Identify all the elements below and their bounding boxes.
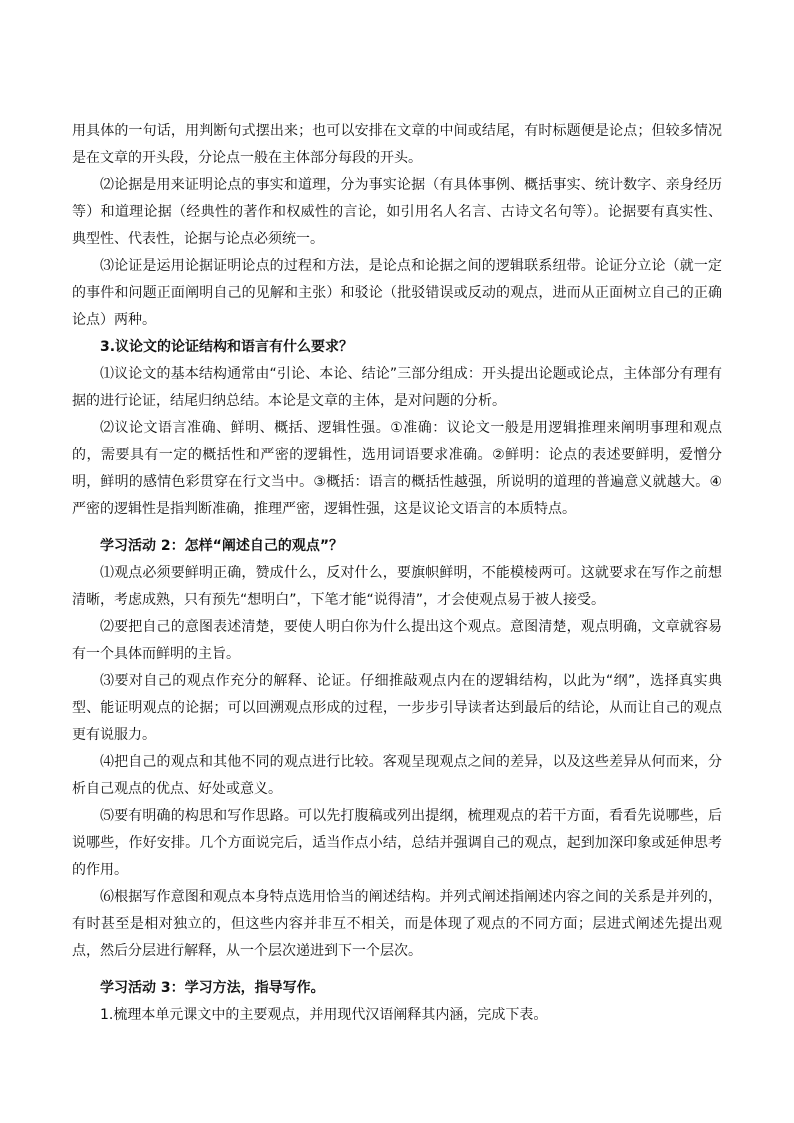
paragraph-structure-choice: ⑹根据写作意图和观点本身特点选用恰当的阐述结构。并列式阐述指阐述内容之间的关系是并列的，有时甚至是相对独立的，但这些内容并非互不相关，而是体现了观点的不同方面；层进式阐述先提出观点，然后分层进行解释，从一个层次递进到下一个层次。: [72, 889, 722, 959]
paragraph-reasoning: ⑶论证是运用论据证明论点的过程和方法，是论点和论据之间的逻辑联系纽带。论证分立论（就一定的事件和问题正面阐明自己的见解和主张）和驳论（批驳错误或反动的观点，进而从正面树立自己的正确论点）两种。: [72, 258, 722, 328]
paragraph-language-requirements: ⑵议论文语言准确、鲜明、概括、逻辑性强。①准确：议论文一般是用逻辑推理来阐明事理和观点的，需要具有一定的概括性和严密的逻辑性，选用词语要求准确。②鲜明：论点的表述要鲜明，爱憎分明，鲜明的感情色彩贯穿在行文当中。③概括：语言的概括性越强，所说明的道理的普遍意义就越大。④严密的逻辑性是指判断准确，推理严密，逻辑性强，这是议论文语言的本质特点。: [72, 420, 722, 517]
paragraph-full-argument: ⑶要对自己的观点作充分的解释、论证。仔细推敲观点内在的逻辑结构，以此为“纲”，选择真实典型、能证明观点的论据；可以回溯观点形成的过程，一步步引导读者达到最后的结论，从而让自己的观点更有说服力。: [72, 673, 722, 743]
paragraph-compare-viewpoints: ⑷把自己的观点和其他不同的观点进行比较。客观呈现观点之间的差异，以及这些差异从何而来，分析自己观点的优点、好处或意义。: [72, 754, 722, 797]
paragraph-clear-viewpoint: ⑴观点必须要鲜明正确，赞成什么，反对什么，要旗帜鲜明，不能模棱两可。这就要求在写作之前想清晰，考虑成熟，只有预先“想明白”，下笔才能“说得清”，才会使观点易于被人接受。: [72, 565, 722, 608]
paragraph-basic-structure: ⑴议论文的基本结构通常由“引论、本论、结论”三部分组成：开头提出论题或论点，主体部分有理有据的进行论证，结尾归纳总结。本论是文章的主体，是对问题的分析。: [72, 366, 722, 409]
activity-3-heading: 学习活动 3：学习方法，指导写作。: [100, 980, 325, 996]
paragraph-task-1: 1.梳理本单元课文中的主要观点，并用现代汉语阐释其内涵，完成下表。: [100, 1007, 548, 1023]
paragraph-writing-plan: ⑸要有明确的构思和写作思路。可以先打腹稿或列出提纲，梳理观点的若干方面，看看先说哪些，后说哪些，作好安排。几个方面说完后，适当作点小结，总结并强调自己的观点，起到加深印象或延伸思考的作用。: [72, 808, 722, 878]
paragraph-argument-position: 用具体的一句话，用判断句式摆出来；也可以安排在文章的中间或结尾，有时标题便是论点；但较多情况是在文章的开头段，分论点一般在主体部分每段的开头。: [72, 123, 722, 166]
document-body: [72, 118, 722, 1029]
activity-2-heading: 学习活动 2：怎样“阐述自己的观点”？: [100, 538, 344, 554]
paragraph-evidence: ⑵论据是用来证明论点的事实和道理，分为事实论据（有具体事例、概括事实、统计数字、亲身经历等）和道理论据（经典性的著作和权威性的言论，如引用名人名言、古诗文名句等）。论据要有真实性、典型性、代表性，论据与论点必须统一。: [72, 177, 722, 247]
paragraph-clear-intent: ⑵要把自己的意图表述清楚，要使人明白你为什么提出这个观点。意图清楚，观点明确，文章就容易有一个具体而鲜明的主旨。: [72, 619, 722, 662]
section-heading-structure-language: 3.议论文的论证结构和语言有什么要求？: [100, 339, 354, 355]
